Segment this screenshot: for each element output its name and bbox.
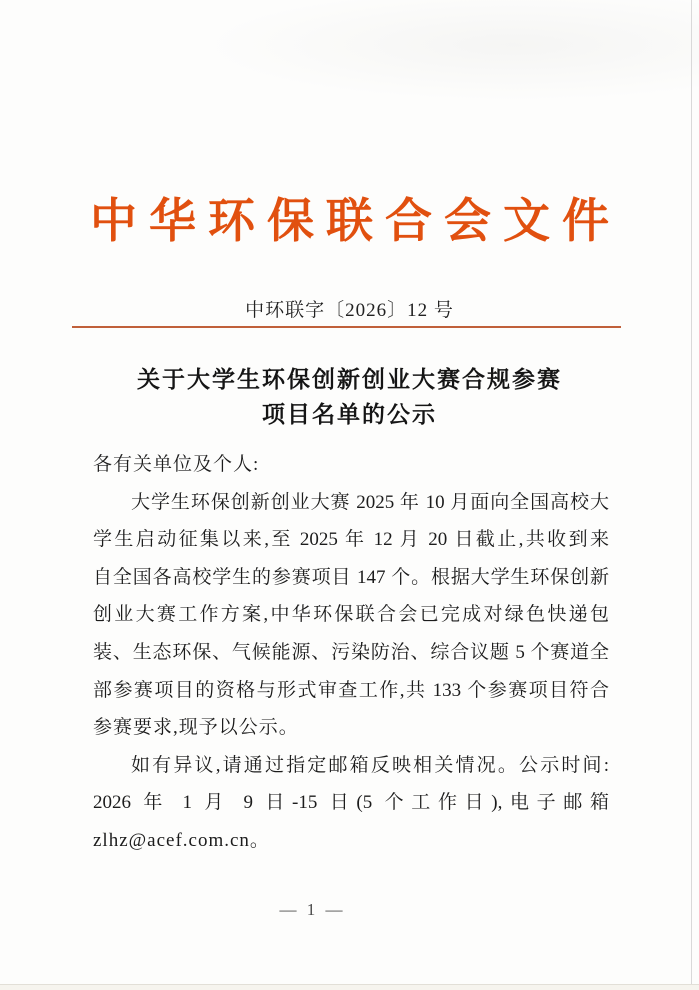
letterhead-title: 中华环保联合会文件 (90, 196, 621, 248)
document-title-line1: 关于大学生环保创新创业大赛合规参赛 (137, 367, 562, 392)
paragraph1-line: 大学生环保创新创业大赛 2025 年 10 月面向全国高校大 (131, 491, 609, 513)
scan-smudge-artifact (210, 0, 699, 100)
paragraph1-line: 学生启动征集以来,至 2025 年 12 月 20 日截止,共收到来 (93, 529, 609, 551)
paragraph2-line: 2026 年 1 月 9 日-15 日(5 个工作日),电子邮箱 (93, 792, 609, 814)
paragraph2-line: 如有异议,请通过指定邮箱反映相关情况。公示时间: (131, 754, 609, 776)
scan-edge-bottom-artifact (0, 984, 699, 990)
paragraph1-line: 创业大赛工作方案,中华环保联合会已完成对绿色快递包 (93, 604, 609, 626)
document-title (0, 362, 699, 432)
scan-edge-right-artifact (691, 0, 692, 984)
document-title-line2: 项目名单的公示 (262, 402, 437, 427)
paragraph2-line contact-email: zlhz@acef.com.cn。 (93, 829, 270, 851)
paragraph1-line: 部参赛项目的资格与形式审查工作,共 133 个参赛项目符合 (93, 679, 609, 701)
paragraph1-line: 参赛要求,现予以公示。 (93, 717, 299, 739)
paragraph1-line: 装、生态环保、气候能源、污染防治、综合议题 5 个赛道全 (93, 641, 609, 663)
doc-number: 中环联字〔2026〕12 号 (245, 300, 454, 321)
document-body (93, 446, 609, 860)
page-number: — 1 — (279, 900, 346, 919)
red-divider-line (72, 326, 621, 328)
salutation: 各有关单位及个人: (93, 454, 260, 475)
paragraph1-line: 自全国各高校学生的参赛项目 147 个。根据大学生环保创新 (93, 566, 609, 588)
